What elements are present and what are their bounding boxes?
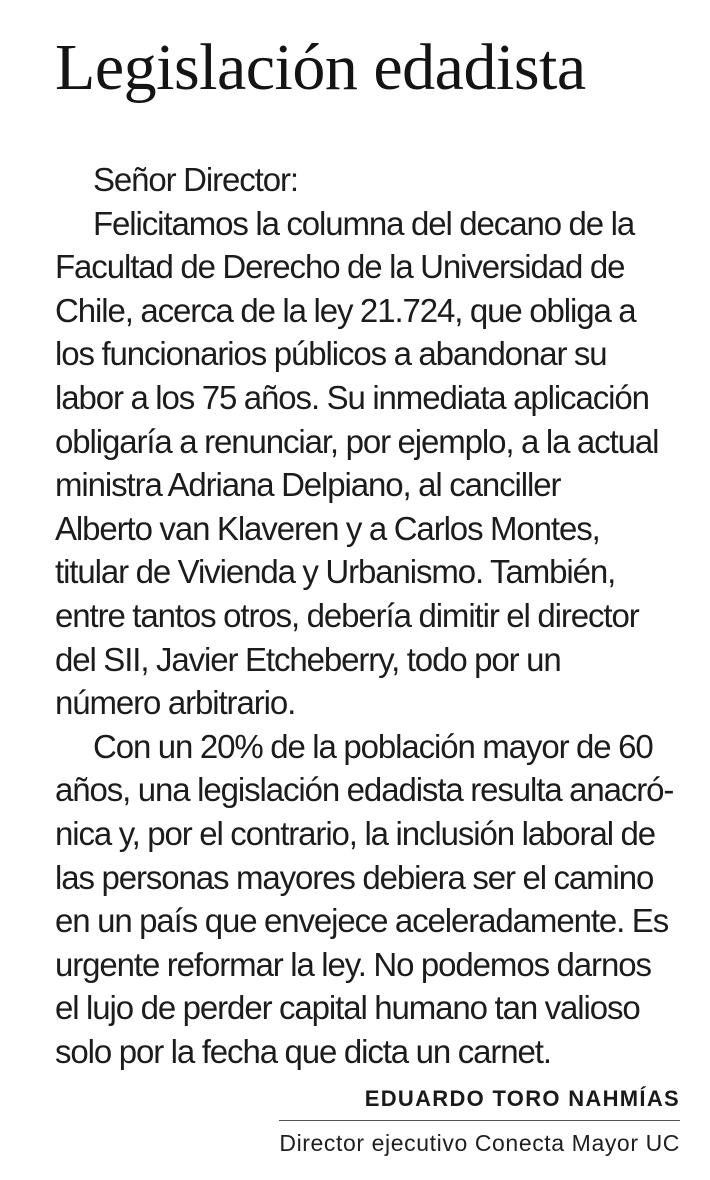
body-line: Alberto van Klaveren y a Carlos Montes, [55,509,600,547]
body-line: titular de Vivienda y Urbanismo. También, [55,553,616,591]
body-line: las personas mayores debiera ser el camino [55,858,654,896]
author-name: EDUARDO TORO NAHMÍAS [279,1082,680,1121]
body-line: ministra Adriana Delpiano, al canciller [55,466,561,504]
body-line: del SII, Javier Etcheberry, todo por un [55,640,561,678]
body-line: años, una legislación edadista resulta anacró- [55,771,674,809]
body-line: obligaría a renunciar, por ejemplo, a la actual [55,422,659,460]
body-line: en un país que envejece aceleradamente. Es [55,902,669,940]
body-line: Chile, acerca de la ley 21.724, que obliga a [55,291,636,329]
body-line: urgente reformar la ley. No podemos darnos [55,945,651,983]
body-line: solo por la fecha que dicta un carnet. [55,1032,551,1070]
body-line: número arbitrario. [55,684,296,722]
body-line: el lujo de perder capital humano tan valioso [55,989,640,1027]
body-line: Facultad de Derecho de la Universidad de [55,248,625,286]
letter-title: Legislación edadista [55,31,586,104]
body-line: los funcionarios públicos a abandonar su [55,335,607,373]
body-line: nica y, por el contrario, la inclusión laboral de [55,814,656,852]
body-line: Con un 20% de la población mayor de 60 [93,727,653,765]
body-line: Felicitamos la columna del decano de la [93,204,635,242]
author-role: Director ejecutivo Conecta Mayor UC [279,1130,680,1156]
body-line: labor a los 75 años. Su inmediata aplicación [55,378,649,416]
body-line: entre tantos otros, debería dimitir el director [55,596,639,634]
salutation: Señor Director: [93,161,298,198]
signature-block [279,1082,680,1163]
letter-body [55,158,673,1073]
